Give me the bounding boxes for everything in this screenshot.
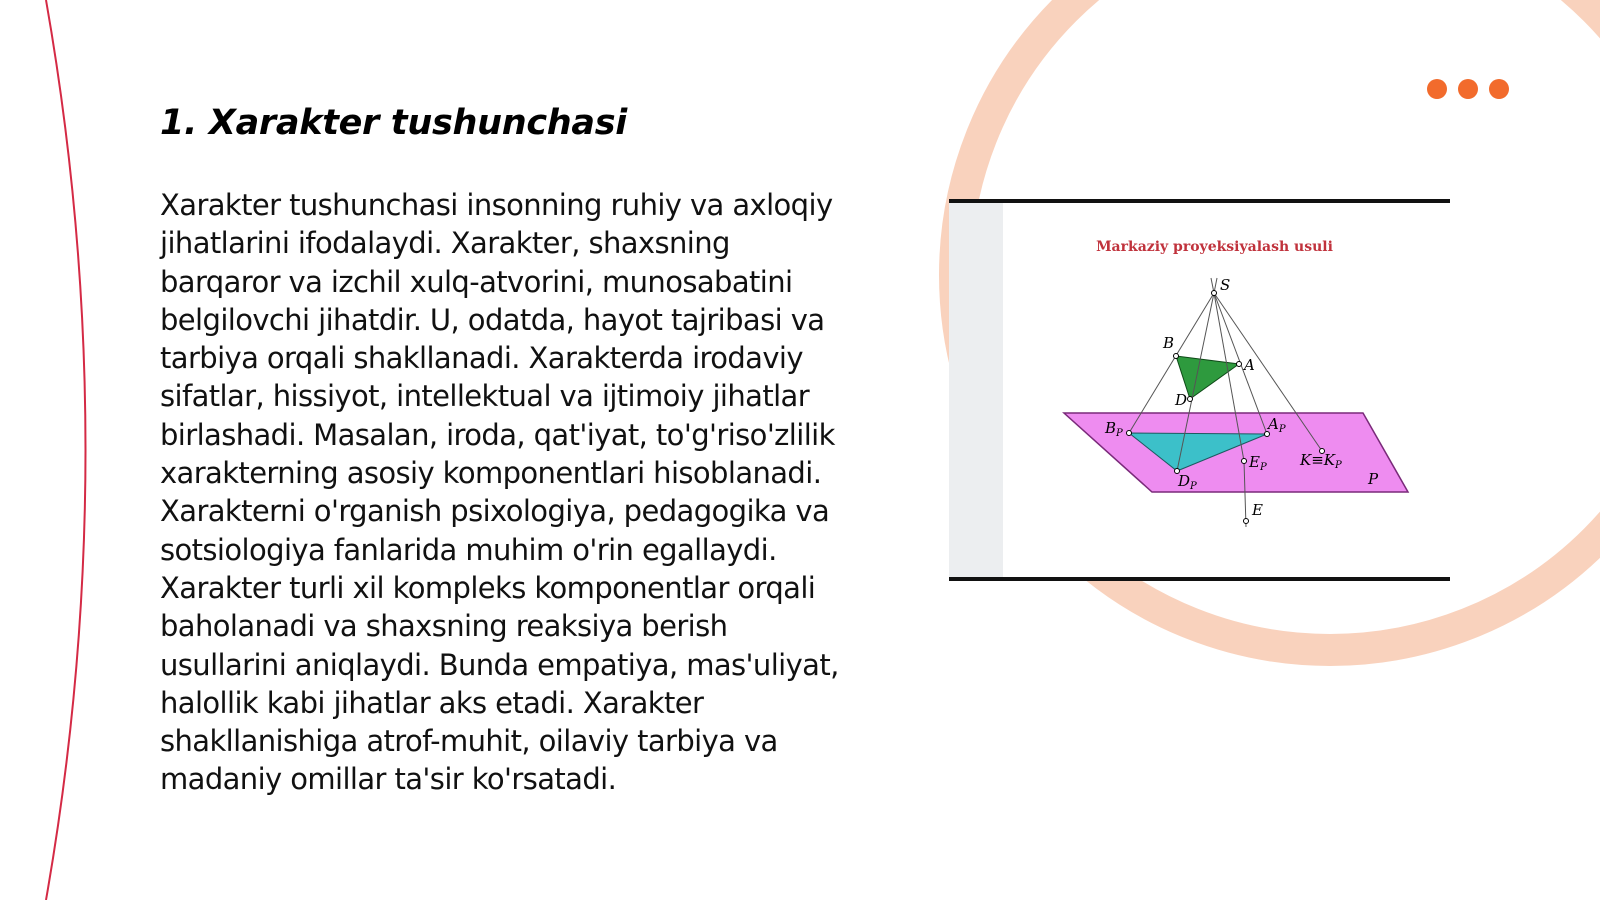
projection-diagram	[949, 203, 1450, 577]
label-DP: $D_P$	[1178, 472, 1197, 492]
slide-title: 1. Xarakter tushunchasi	[160, 103, 627, 143]
dot-1	[1427, 79, 1447, 99]
label-E: E	[1252, 501, 1263, 519]
slide-dots	[1427, 79, 1509, 99]
left-accent-line	[46, 0, 86, 900]
dot-2	[1458, 79, 1478, 99]
label-B: B	[1163, 334, 1175, 352]
label-K: $K\equiv K_P$	[1300, 451, 1342, 471]
figure-title: Markaziy proyeksiyalash usuli	[1096, 239, 1333, 255]
projection-figure	[949, 199, 1450, 581]
label-S: S	[1220, 276, 1231, 294]
slide-body-text: Xarakter tushunchasi insonning ruhiy va axloqiy jihatlarini ifodalaydi. Xarakter, shaxsning barqaror va izchil xulq-atvorini, munosabatini belgilovchi jihatdir. U, odatda, hayot tajribasi va tarbiya orqali shakllanadi. Xarakterda irodaviy sifatlar, hissiyot, intellektual va ijtimoiy jihatlar birlashadi. Masalan, iroda, qat'iyat, to'g'riso'zlilik xarakterning asosiy komponentlari hisoblanadi. Xarakterni o'rganish psixologiya, pedagogika va sotsiologiya fanlarida muhim o'rin egallaydi. Xarakter turli xil kompleks komponentlar orqali baholanadi va shaxsning reaksiya berish usullarini aniqlaydi. Bunda empatiya, mas'uliyat, halollik kabi jihatlar aks etadi. Xarakter shakllanishiga atrof-muhit, oilaviy tarbiya va madaniy omillar ta'sir ko'rsatadi.	[160, 188, 839, 797]
label-D: D	[1175, 391, 1188, 409]
label-plane-P: P	[1368, 470, 1379, 488]
label-EP: $E_P$	[1249, 453, 1267, 473]
label-BP: $B_P$	[1105, 419, 1123, 439]
dot-3	[1489, 79, 1509, 99]
label-A: A	[1244, 356, 1255, 374]
label-AP: $A_P$	[1268, 415, 1286, 435]
